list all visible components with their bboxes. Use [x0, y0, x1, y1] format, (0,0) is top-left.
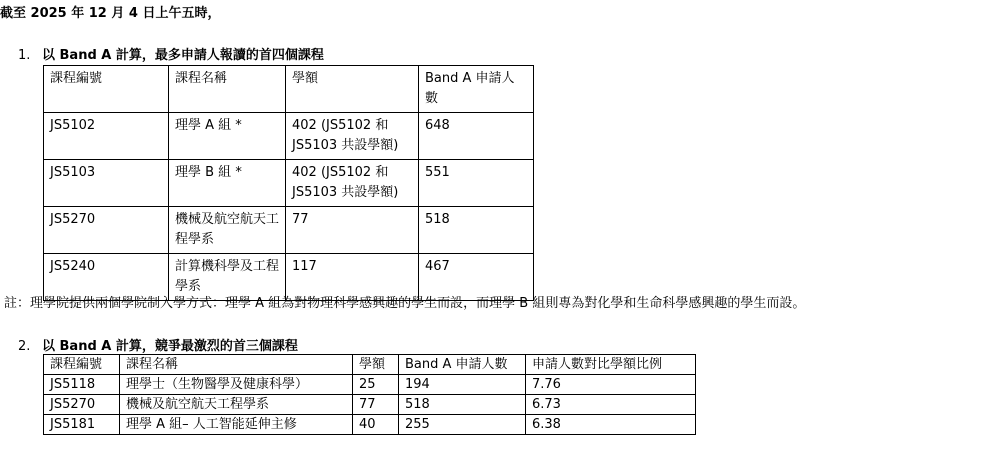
cell-course-code: JS5240: [44, 254, 169, 301]
header-places: 學額: [353, 355, 399, 375]
header-course-name: 課程名稱: [169, 66, 286, 113]
cell-course-code: JS5103: [44, 160, 169, 207]
header-course-name: 課程名稱: [120, 355, 353, 375]
cell-places: 117: [286, 254, 419, 301]
table-row: [44, 415, 696, 435]
cell-course-code: JS5270: [44, 207, 169, 254]
table-header-row: [44, 355, 696, 375]
cell-course-name: 理學 A 組 *: [169, 113, 286, 160]
header-course-code: 課程編號: [44, 355, 120, 375]
cell-places: 402 (JS5102 和 JS5103 共設學額): [286, 160, 419, 207]
cell-course-name: 機械及航空航天工程學系: [120, 395, 353, 415]
section2-title: 以 Band A 計算，競爭最激烈的首三個課程: [42, 339, 298, 354]
intro-text: 截至 2025 年 12 月 4 日上午五時，: [0, 6, 221, 21]
cell-applicants: 467: [419, 254, 534, 301]
cell-course-name: 理學 A 組– 人工智能延伸主修: [120, 415, 353, 435]
section2-heading: [18, 335, 298, 354]
table-header-row: [44, 66, 534, 113]
section2-number: 2.: [18, 339, 31, 354]
header-band-a-applicants: Band A 申請人數: [399, 355, 526, 375]
top-four-courses-table: [43, 65, 534, 301]
table-row: [44, 113, 534, 160]
cell-places: 77: [353, 395, 399, 415]
header-course-code: 課程編號: [44, 66, 169, 113]
cell-places: 402 (JS5102 和 JS5103 共設學額): [286, 113, 419, 160]
section1-heading: [18, 44, 324, 63]
table-row: [44, 160, 534, 207]
header-places: 學額: [286, 66, 419, 113]
cell-course-name: 理學 B 組 *: [169, 160, 286, 207]
cell-ratio: 6.73: [526, 395, 696, 415]
most-competitive-courses-table: [43, 354, 696, 435]
header-ratio: 申請人數對比學額比例: [526, 355, 696, 375]
table-row: [44, 207, 534, 254]
cell-ratio: 7.76: [526, 375, 696, 395]
section1-title: 以 Band A 計算，最多申請人報讀的首四個課程: [42, 48, 324, 63]
cell-applicants: 648: [419, 113, 534, 160]
cell-places: 25: [353, 375, 399, 395]
cell-course-name: 機械及航空航天工程學系: [169, 207, 286, 254]
cell-course-code: JS5102: [44, 113, 169, 160]
section1-number: 1.: [18, 48, 31, 63]
cell-course-code: JS5181: [44, 415, 120, 435]
table-row: [44, 375, 696, 395]
table-row: [44, 395, 696, 415]
cell-applicants: 194: [399, 375, 526, 395]
cell-applicants: 518: [399, 395, 526, 415]
cell-applicants: 255: [399, 415, 526, 435]
cell-places: 40: [353, 415, 399, 435]
cell-applicants: 518: [419, 207, 534, 254]
header-band-a-applicants: Band A 申請人數: [419, 66, 534, 113]
cell-course-code: JS5118: [44, 375, 120, 395]
footnote: 註：理學院提供兩個學院制入學方式：理學 A 組為對物理科學感興趣的學生而設，而理學 B 組則專為對化學和生命科學感興趣的學生而設。: [4, 296, 806, 311]
cell-course-name: 理學士（生物醫學及健康科學）: [120, 375, 353, 395]
cell-course-name: 計算機科學及工程學系: [169, 254, 286, 301]
cell-places: 77: [286, 207, 419, 254]
cell-applicants: 551: [419, 160, 534, 207]
cell-ratio: 6.38: [526, 415, 696, 435]
cell-course-code: JS5270: [44, 395, 120, 415]
